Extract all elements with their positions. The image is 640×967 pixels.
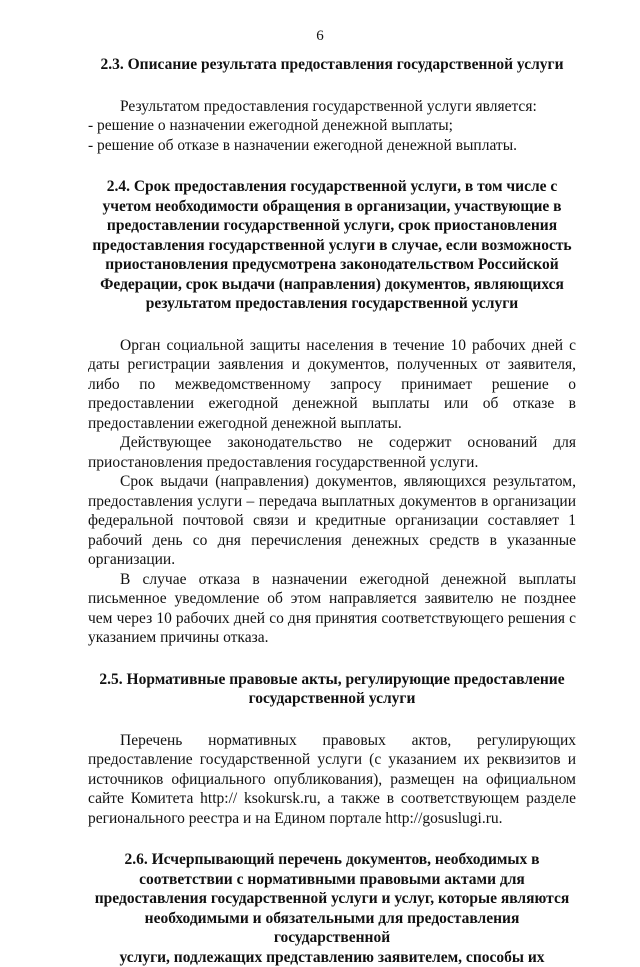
heading-line: соответствии с нормативными правовыми актами для — [88, 870, 576, 890]
heading-line: 2.4. Срок предоставления государственной услуги, в том числе с — [88, 177, 576, 197]
section-2-3-item: - решение о назначении ежегодной денежной выплаты; — [88, 116, 576, 136]
section-2-5-paragraph: Перечень нормативных правовых актов, регулирующих предоставление государственной услуги (с указанием их реквизитов и источников официального опубликования), размещен на официальном сайте Комитета http:// ksokursk.ru, а также в соответствующем разделе регионального реестра и на Едином портале http://gosuslugi.ru. — [88, 731, 576, 829]
section-2-4-paragraph: Орган социальной защиты населения в течение 10 рабочих дней с даты регистрации заявления и документов, полученных от заявителя, либо по межведомственному запросу принимает решение о предоставлении ежегодной денежной выплаты или об отказе в предоставлении ежегодной денежной выплаты. — [88, 336, 576, 434]
heading-line: результатом предоставления государственной услуги — [88, 294, 576, 314]
heading-line: услуги, подлежащих представлению заявителем, способы их — [88, 948, 576, 967]
heading-line: предоставлении государственной услуги, срок приостановления — [88, 216, 576, 236]
section-2-6-heading — [88, 850, 576, 967]
heading-line: учетом необходимости обращения в организации, участвующие в — [88, 197, 576, 217]
section-2-5-heading — [88, 670, 576, 709]
heading-line: предоставления государственной услуги и услуг, которые являются — [88, 889, 576, 909]
heading-line: предоставления государственной услуги в случае, если возможность — [88, 236, 576, 256]
page-number: 6 — [0, 28, 640, 45]
document-body — [88, 55, 576, 967]
section-2-4-paragraph: В случае отказа в назначении ежегодной денежной выплаты письменное уведомление об этом направляется заявителю не позднее чем через 10 рабочих дней со дня принятия соответствующего решения с указанием причины отказа. — [88, 570, 576, 648]
section-2-3-intro: Результатом предоставления государственной услуги является: — [88, 97, 576, 117]
heading-line: приостановления предусмотрена законодательством Российской — [88, 255, 576, 275]
section-2-3-item: - решение об отказе в назначении ежегодной денежной выплаты. — [88, 136, 576, 156]
heading-line: Федерации, срок выдачи (направления) документов, являющихся — [88, 275, 576, 295]
section-2-4-heading — [88, 177, 576, 314]
section-2-3-heading: 2.3. Описание результата предоставления государственной услуги — [88, 55, 576, 75]
heading-line: необходимыми и обязательными для предоставления государственной — [88, 909, 576, 948]
heading-line: государственной услуги — [88, 689, 576, 709]
heading-line: 2.5. Нормативные правовые акты, регулирующие предоставление — [88, 670, 576, 690]
heading-line: 2.6. Исчерпывающий перечень документов, необходимых в — [88, 850, 576, 870]
section-2-4-paragraph: Срок выдачи (направления) документов, являющихся результатом, предоставления услуги – передача выплатных документов в организации федеральной почтовой связи и кредитные организации составляет 1 рабочий день со дня перечисления денежных средств в указанные организации. — [88, 472, 576, 570]
section-2-4-paragraph: Действующее законодательство не содержит оснований для приостановления предоставления государственной услуги. — [88, 433, 576, 472]
